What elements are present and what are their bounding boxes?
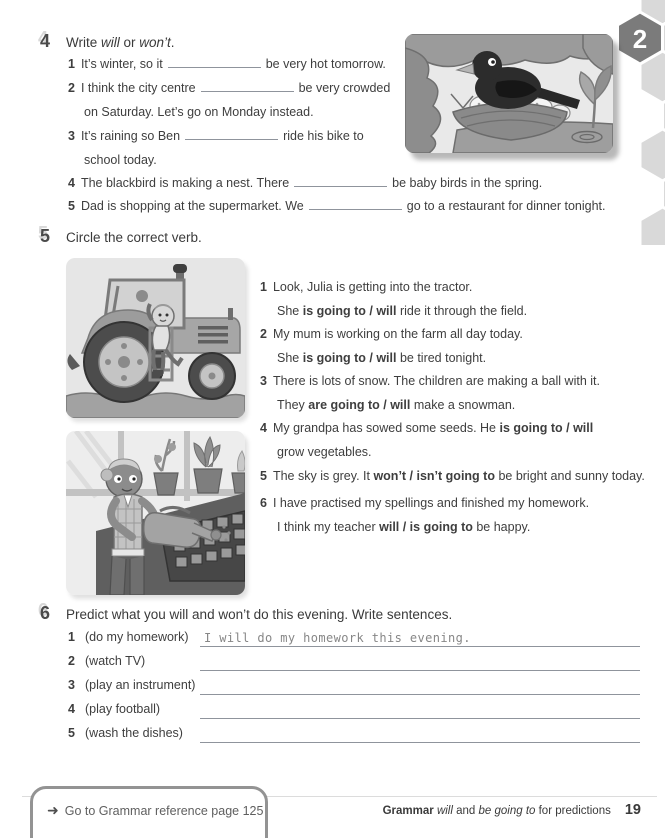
fill-in-blank[interactable] <box>201 81 294 92</box>
exercise4-header <box>40 31 50 52</box>
exercise5-number: 5 <box>40 226 51 246</box>
ex6-item-1: 1 (do my homework) I will do my homework this evening. <box>68 628 640 647</box>
verb-choice[interactable]: are going to / will <box>308 398 411 412</box>
verb-choice[interactable]: is going to / will <box>499 421 594 435</box>
ex6-item-4: 4 (play football) <box>68 700 640 719</box>
grandpa-watering-image <box>66 431 245 595</box>
ex5-item-1-line2: She is going to / will ride it through the field. <box>277 304 528 318</box>
ex4-item-4: 4 The blackbird is making a nest. There be baby birds in the spring. <box>68 176 543 190</box>
ex6-item-2: 2 (watch TV) <box>68 652 640 671</box>
ex6-item-3: 3 (play an instrument) <box>68 676 640 695</box>
ex5-item-3-line1: 3 There is lots of snow. The children are making a ball with it. <box>260 374 600 388</box>
fill-in-blank[interactable] <box>185 129 278 140</box>
verb-choice[interactable]: is going to / will <box>302 304 397 318</box>
ex5-item-1-line1: 1 Look, Julia is getting into the tractor. <box>260 280 473 294</box>
writing-line[interactable] <box>200 701 640 719</box>
ex5-item-5-line1: 5 The sky is grey. It won’t / isn’t going to be bright and sunny today. <box>260 469 645 483</box>
ex4-item-1: 1 It’s winter, so it be very hot tomorrow. <box>68 57 386 71</box>
writing-line[interactable] <box>200 653 640 671</box>
verb-choice[interactable]: is going to / will <box>302 351 397 365</box>
grammar-reference-callout <box>30 786 268 838</box>
unit-number: 2 <box>632 24 648 54</box>
verb-choice[interactable]: won’t / isn’t going to <box>373 469 495 483</box>
verb-choice[interactable]: will / is going to <box>379 520 473 534</box>
exercise6-title: Predict what you will and won’t do this evening. Write sentences. <box>66 607 453 622</box>
tractor-girl-image <box>66 258 245 418</box>
ex5-item-6-line1: 6 I have practised my spellings and finished my homework. <box>260 496 590 510</box>
handwritten-answer: I will do my homework this evening. <box>204 631 471 645</box>
exercise5-header <box>40 226 50 247</box>
ex5-item-4-line1: 4 My grandpa has sowed some seeds. He is going to / will <box>260 421 594 435</box>
exercise6-number: 6 <box>40 603 51 623</box>
writing-line[interactable] <box>200 629 640 647</box>
grammar-reference-link[interactable]: Go to Grammar reference page 125 <box>64 804 264 818</box>
exercise5-title: Circle the correct verb. <box>66 230 202 245</box>
page-number: 19 <box>624 802 641 818</box>
writing-line[interactable] <box>200 677 640 695</box>
ex4-item-3: 3 It’s raining so Ben ride his bike to <box>68 129 364 143</box>
ex5-item-2-line1: 2 My mum is working on the farm all day today. <box>260 327 523 341</box>
fill-in-blank[interactable] <box>294 176 387 187</box>
ex5-item-3-line2: They are going to / will make a snowman. <box>277 398 516 412</box>
blackbird-nest-image <box>405 34 613 153</box>
ex4-item-2: 2 I think the city centre be very crowded <box>68 81 391 95</box>
ex4-item-3-line2: school today. <box>84 153 157 167</box>
arrow-right-icon: ➜ <box>47 802 59 818</box>
ex5-item-6-line2: I think my teacher will / is going to be happy. <box>277 520 531 534</box>
ex4-item-2-line2: on Saturday. Let’s go on Monday instead. <box>84 105 314 119</box>
exercise4-number: 4 <box>40 31 51 51</box>
footer-topic: Grammar will and be going to for predictions 19 <box>382 802 641 818</box>
ex4-item-5: 5 Dad is shopping at the supermarket. We go to a restaurant for dinner tonight. <box>68 199 606 213</box>
ex5-item-4-line2: grow vegetables. <box>277 445 372 459</box>
fill-in-blank[interactable] <box>168 57 261 68</box>
ex6-item-5: 5 (wash the dishes) <box>68 724 640 743</box>
fill-in-blank[interactable] <box>309 199 402 210</box>
ex5-item-2-line2: She is going to / will be tired tonight. <box>277 351 487 365</box>
exercise4-title: Write will or won’t. <box>66 35 175 50</box>
writing-line[interactable] <box>200 725 640 743</box>
exercise6-header <box>40 603 50 624</box>
